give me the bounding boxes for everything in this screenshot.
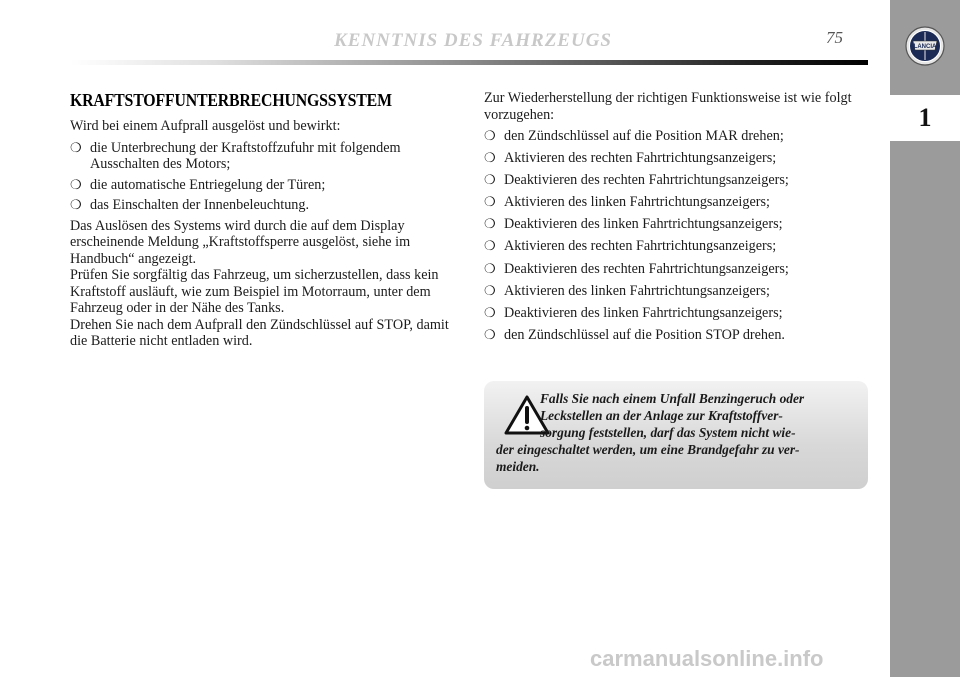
list-item — [484, 261, 868, 278]
left-intro: Wird bei einem Aufprall ausgelöst und bewirkt: — [70, 118, 341, 134]
bullet-circle-icon: ❍ — [484, 282, 496, 298]
bullet-circle-icon: ❍ — [484, 238, 496, 254]
bullet-circle-icon: ❍ — [484, 150, 496, 166]
list-item-text: Deaktivieren des rechten Fahrtrichtungsanzeigers; — [504, 172, 789, 189]
list-item — [484, 283, 868, 300]
list-item-text: den Zündschlüssel auf die Position MAR drehen; — [504, 128, 784, 144]
watermark: carmanualsonline.info — [590, 646, 824, 671]
paragraph-key-stop: Drehen Sie nach dem Aufprall den Zündschlüssel auf STOP, damit die Batterie nicht entladen wird. — [70, 316, 449, 349]
list-item — [484, 128, 868, 145]
warning-line: Leckstellen an der Anlage zur Kraftstoffver- — [540, 408, 783, 423]
list-item-text: Aktivieren des rechten Fahrtrichtungsanzeigers; — [504, 238, 777, 255]
right-intro: Zur Wiederherstellung der richtigen Funktionsweise ist wie folgt vorzugehen: — [484, 90, 852, 123]
list-item-text: Aktivieren des rechten Fahrtrichtungsanzeigers; — [504, 150, 777, 167]
warning-line: sorgung feststellen, darf das System nicht wie- — [540, 425, 796, 440]
list-item — [484, 216, 868, 233]
warning-text — [484, 390, 868, 475]
header-rule — [70, 60, 868, 65]
list-item-text: die automatische Entriegelung der Türen; — [90, 176, 326, 193]
list-item-text: das Einschalten der Innenbeleuchtung. — [90, 197, 310, 213]
list-item — [70, 140, 456, 173]
bullet-circle-icon: ❍ — [70, 176, 82, 192]
section-title: KRAFTSTOFFUNTERBRECHUNGSSYSTEM — [70, 90, 392, 110]
list-item-text: Aktivieren des linken Fahrtrichtungsanzeigers; — [504, 282, 770, 299]
warning-line: meiden. — [496, 459, 540, 474]
list-item — [484, 327, 868, 344]
logo-wordmark: LANCIA — [913, 44, 937, 50]
list-item-text: Deaktivieren des linken Fahrtrichtungsanzeigers; — [504, 304, 783, 321]
bullet-circle-icon: ❍ — [484, 216, 496, 232]
list-item — [70, 197, 456, 214]
warning-line: Falls Sie nach einem Unfall Benzingeruch oder — [540, 391, 805, 406]
bullet-circle-icon: ❍ — [484, 128, 496, 143]
list-item-text: den Zündschlüssel auf die Position STOP drehen. — [504, 326, 785, 343]
chapter-sidebar — [890, 0, 960, 677]
warning-line: der eingeschaltet werden, um eine Brandgefahr zu ver- — [496, 442, 800, 457]
list-item — [484, 238, 868, 255]
list-item — [484, 194, 868, 211]
list-item-text: Deaktivieren des linken Fahrtrichtungsanzeigers; — [504, 216, 783, 233]
list-item — [484, 305, 868, 322]
chapter-header-title: KENNTNIS DES FAHRZEUGS — [334, 30, 612, 51]
list-item — [70, 177, 456, 194]
list-item-text: Aktivieren des linken Fahrtrichtungsanzeigers; — [504, 194, 770, 211]
bullet-circle-icon: ❍ — [484, 260, 496, 276]
page-number: 75 — [826, 28, 843, 47]
left-column — [70, 90, 456, 350]
bullet-circle-icon: ❍ — [70, 197, 82, 212]
bullet-circle-icon: ❍ — [484, 304, 496, 320]
left-bullet-list — [70, 140, 456, 214]
paragraph-display-message: Das Auslösen des Systems wird durch die auf dem Display erscheinende Meldung „Kraftstoffsperre ausgelöst, siehe im Handbuch“ angezeigt. — [70, 217, 411, 267]
chapter-tab[interactable]: 1 — [890, 95, 960, 141]
reset-procedure-list — [484, 128, 868, 343]
list-item-text: Deaktivieren des rechten Fahrtrichtungsanzeigers; — [504, 260, 789, 277]
right-column — [484, 90, 868, 349]
paragraph-check-leak: Prüfen Sie sorgfältig das Fahrzeug, um sicherzustellen, dass kein Kraftstoff ausläuft, wie zum Beispiel im Motorraum, unter dem Fahrzeug oder in der Nähe des Tanks. — [70, 267, 439, 316]
list-item — [484, 150, 868, 167]
list-item — [484, 172, 868, 189]
bullet-circle-icon: ❍ — [70, 139, 82, 155]
bullet-circle-icon: ❍ — [484, 194, 496, 210]
bullet-circle-icon: ❍ — [484, 172, 496, 188]
warning-box — [484, 381, 868, 489]
bullet-circle-icon: ❍ — [484, 326, 496, 342]
lancia-logo-icon — [905, 26, 945, 66]
list-item-text: die Unterbrechung der Kraftstoffzufuhr mit folgendem Ausschalten des Motors; — [90, 139, 401, 172]
